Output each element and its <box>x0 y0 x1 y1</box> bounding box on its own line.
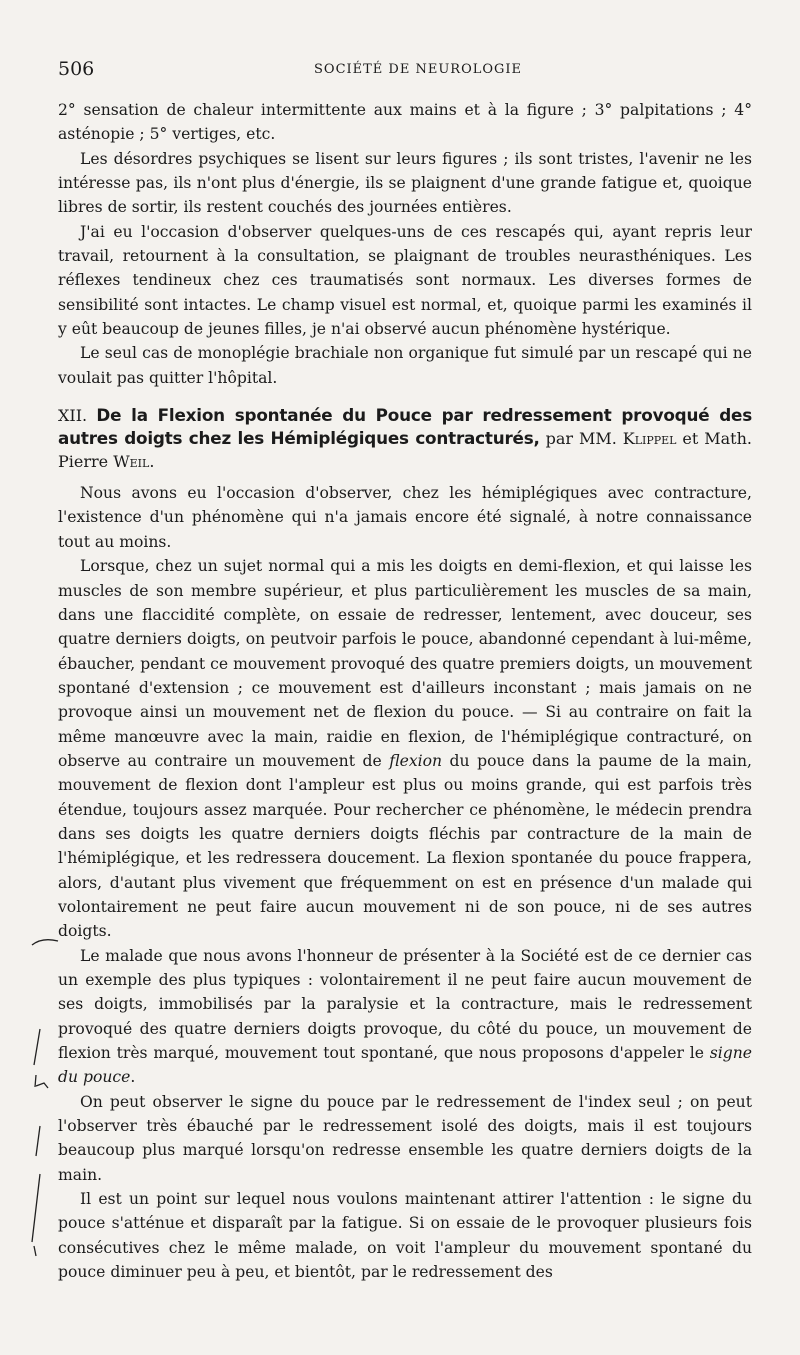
paragraph: Le seul cas de monoplégie brachiale non organique fut simulé par un rescapé qui ne voulait pas quitter l'hôpital. <box>58 344 752 387</box>
paragraph: Il est un point sur lequel nous voulons maintenant attirer l'attention : le signe du pouce s'atténue et disparaît par la fatigue. Si on essaie de le provoquer plusieurs fois consécutives chez le même malade, on voit l'ampleur du mouvement spontané du pouce diminuer peu à peu, et bientôt, par le redressement des <box>58 1190 752 1282</box>
paragraph: On peut observer le signe du pouce par le redressement de l'index seul ; on peut l'observer très ébauché par le redressement isolé des doigts, mais il est toujours beaucoup plus marqué lorsqu'on redresse ensemble les quatre derniers doigts de la main. <box>58 1092 752 1184</box>
margin-annotation-mark <box>34 1080 50 1092</box>
section-heading <box>58 404 752 473</box>
section-end: . <box>149 452 155 472</box>
paragraph-text: du pouce dans la paume de la main, mouvement de flexion dont l'ampleur est plus ou moins grande, qui est parfois très étendue, toujours assez marquée. Pour rechercher ce phénomène, le médecin prendra dans ses doigts les quatre derniers doigts fléchis par contracture de la main de l'hémiplégique, et les redressera doucement. La flexion spontanée du pouce frappera, alors, d'autant plus vivement que fréquemment on est en présence d'un malade qui volontairement ne peut faire aucun mouvement ni de son pouce, ni de ses autres doigts. <box>58 751 752 941</box>
paragraph-text: Le malade que nous avons l'honneur de présenter à la Société est de ce dernier cas un exemple des plus typiques : volontairement il ne peut faire aucun mouvement de ses doigts, immobilisés par la paralysie et la contracture, mais le redressement provoqué des quatre derniers doigts provoque, du côté du pouce, un mouvement de flexion très marqué, mouvement tout spontané, que nous proposons d'appeler le <box>58 946 752 1063</box>
section-title: De la Flexion spontanée du Pouce par redressement provoqué des autres doigts chez les Hémiplégiques contracturés, <box>58 405 752 449</box>
margin-annotation-mark <box>28 1170 44 1260</box>
italic-term: flexion <box>389 751 443 770</box>
author-name: Klippel <box>622 429 677 449</box>
running-head <box>58 58 758 82</box>
paragraph: 2° sensation de chaleur intermittente aux mains et à la figure ; 3° palpitations ; 4° asténopie ; 5° vertiges, etc. <box>58 101 752 144</box>
author-name: Weil <box>113 452 150 472</box>
paragraph: J'ai eu l'occasion d'observer quelques-uns de ces rescapés qui, ayant repris leur travail, retournent à la consultation, se plaignant de troubles neurasthéniques. Les réflexes tendineux chez ces traumatisés sont normaux. Les diverses formes de sensibilité sont intactes. Le champ visuel est normal, et, quoique parmi les examinés il y eût beaucoup de jeunes filles, je n'ai observé aucun phénomène hystérique. <box>58 222 752 339</box>
section-number: XII. <box>58 406 88 426</box>
margin-annotation-mark <box>30 1122 44 1162</box>
italic-term: signe du pouce <box>58 1044 752 1087</box>
margin-annotation-mark <box>30 935 60 949</box>
paragraph-text: Lorsque, chez un sujet normal qui a mis les doigts en demi-flexion, et qui laisse les muscles de son membre supérieur, et plus particulièrement les muscles de sa main, dans une flaccidité complète, on essaie de redresser, lentement, avec douceur, ses quatre derniers doigts, on peutvoir parfois le pouce, abandonné cependant à lui-même, ébaucher, pendant ce mouvement provoqué des quatre premiers doigts, un mouvement spontané d'extension ; ce mouvement est d'ailleurs inconstant ; mais jamais on ne provoque ainsi un mouvement net de flexion du pouce. — Si au contraire on fait la même manœuvre avec la main, raidie en flexion, de l'hémiplégique contracturé, on observe au contraire un mouvement de <box>58 557 752 770</box>
paragraph: Les désordres psychiques se lisent sur leurs figures ; ils sont tristes, l'avenir ne les intéresse pas, ils n'ont plus d'énergie, ils se plaignent d'une grande fatigue et, quoique libres de sortir, ils restent couchés des journées entières. <box>58 149 752 217</box>
paragraph <box>58 554 752 944</box>
paragraph-text: . <box>130 1068 136 1087</box>
paragraph: Nous avons eu l'occasion d'observer, chez les hémiplégiques avec contracture, l'existence d'un phénomène qui n'a jamais encore été signalé, à notre connaissance tout au moins. <box>58 484 752 551</box>
journal-title: SOCIÉTÉ DE NEUROLOGIE <box>314 62 523 77</box>
paragraph <box>58 944 752 1090</box>
body-text <box>58 98 752 1284</box>
section-byline: par MM. <box>539 429 623 449</box>
page-number: 506 <box>58 58 95 80</box>
section-connector: et Math. Pierre <box>58 429 752 472</box>
